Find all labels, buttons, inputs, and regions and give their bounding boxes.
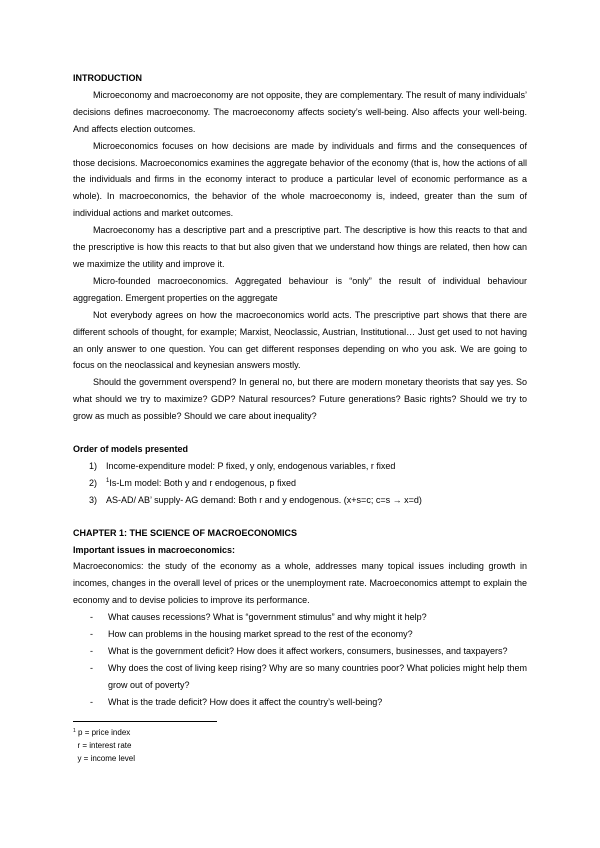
list-text: What causes recessions? What is “government stimulus” and why might it help?	[108, 612, 427, 623]
list-item	[73, 694, 527, 711]
dash-bullet: -	[90, 612, 93, 623]
footnote	[73, 726, 135, 765]
questions-list	[73, 609, 527, 710]
list-text: How can problems in the housing market spread to the rest of the economy?	[108, 629, 413, 640]
intro-paragraph: Macroeconomy has a descriptive part and a prescriptive part. The descriptive is how this reacts to that and the prescriptive is how this reacts to that but also given that we understand how things are related, then how can we maximize the utility and improve it.	[73, 225, 527, 269]
list-text-with-footnote	[106, 475, 527, 492]
dash-bullet: -	[90, 662, 93, 673]
section-subheading: Important issues in macroeconomics:	[73, 544, 236, 555]
list-text: AS-AD/ AB’ supply- AG demand: Both r and y endogenous. (x+s=c; c=s → x=d)	[106, 494, 422, 505]
footnote-reference[interactable]: 1	[106, 477, 110, 484]
list-text: What is the government deficit? How does it affect workers, consumers, businesses, and taxpayers?	[108, 646, 508, 656]
intro-paragraph: Should the government overspend? In general no, but there are modern monetary theorists that say yes. So what should we try to maximize? GDP? Natural resources? Future generations? Basic rights? Should we try to grow as much as possible? Should we care about inequality?	[73, 377, 527, 422]
list-number: 2)	[89, 477, 98, 488]
footnote-divider	[73, 721, 217, 722]
list-item	[73, 643, 527, 660]
models-list	[73, 458, 527, 509]
list-item	[73, 492, 527, 509]
models-heading: Order of models presented	[73, 444, 189, 455]
dash-bullet: -	[90, 696, 93, 707]
page-body	[73, 70, 527, 711]
intro-paragraph: Microeconomics focuses on how decisions are made by individuals and firms and the consequences of those decisions. Macroeconomics examines the aggregate behavior of the economy (that is, how the actions of all the individuals and firms in the economy interact to produce a particular level of economic performance as a whole). In macroeconomics, the behavior of the whole macroeconomy is, indeed, greater than the sum of individual actions and market outcomes.	[73, 140, 527, 219]
footnote-line: r = interest rate	[73, 741, 132, 750]
list-item	[73, 660, 527, 694]
dash-bullet: -	[90, 646, 93, 656]
intro-paragraph: Micro-founded macroeconomics. Aggregated behaviour is “only” the result of individual behaviour aggregation. Emergent properties on the aggregate	[73, 275, 527, 303]
chapter-paragraph: Macroeconomics: the study of the economy as a whole, addresses many topical issues including growth in incomes, changes in the overall level of prices or the unemployment rate. Macroeconomics attempt to explain the economy and to devise policies to improve its performance.	[73, 561, 527, 606]
chapter-heading: CHAPTER 1: THE SCIENCE OF MACROECONOMICS	[73, 527, 298, 538]
footnote-mark: 1	[73, 728, 76, 734]
footnote-line	[73, 726, 135, 739]
list-item	[73, 609, 527, 626]
dash-bullet: -	[90, 629, 93, 640]
list-number: 3)	[89, 494, 98, 505]
list-text: Is-Lm model: Both y and r endogenous, p fixed	[109, 477, 296, 488]
list-item	[73, 475, 527, 492]
introduction-heading: INTRODUCTION	[73, 73, 142, 83]
list-number: 1)	[89, 460, 98, 471]
list-item	[73, 626, 527, 643]
intro-paragraph: Not everybody agrees on how the macroeconomics world acts. The prescriptive part shows that there are different schools of thought, for example; Marxist, Neoclassic, Austrian, Institutional… Just get used to not having an only answer to one question. You can get different responses depending on who you ask. We are going to focus on the neoclassical and keynesian answers mostly.	[73, 309, 527, 371]
footnote-text: p = price index	[78, 728, 131, 737]
footnote-line: y = income level	[73, 754, 136, 763]
list-text: Income-expenditure model: P fixed, y only, endogenous variables, r fixed	[106, 460, 396, 471]
list-text: Why does the cost of living keep rising? Why are so many countries poor? What policies might help them grow out of poverty?	[108, 662, 527, 690]
list-item	[73, 458, 527, 475]
intro-paragraph: Microeconomy and macroeconomy are not opposite, they are complementary. The result of many individuals’ decisions defines macroeconomy. The macroeconomy affects society’s well-being. Also affects your well-being. And affects election outcomes.	[73, 89, 527, 134]
list-text: What is the trade deficit? How does it affect the country’s well-being?	[108, 696, 383, 707]
